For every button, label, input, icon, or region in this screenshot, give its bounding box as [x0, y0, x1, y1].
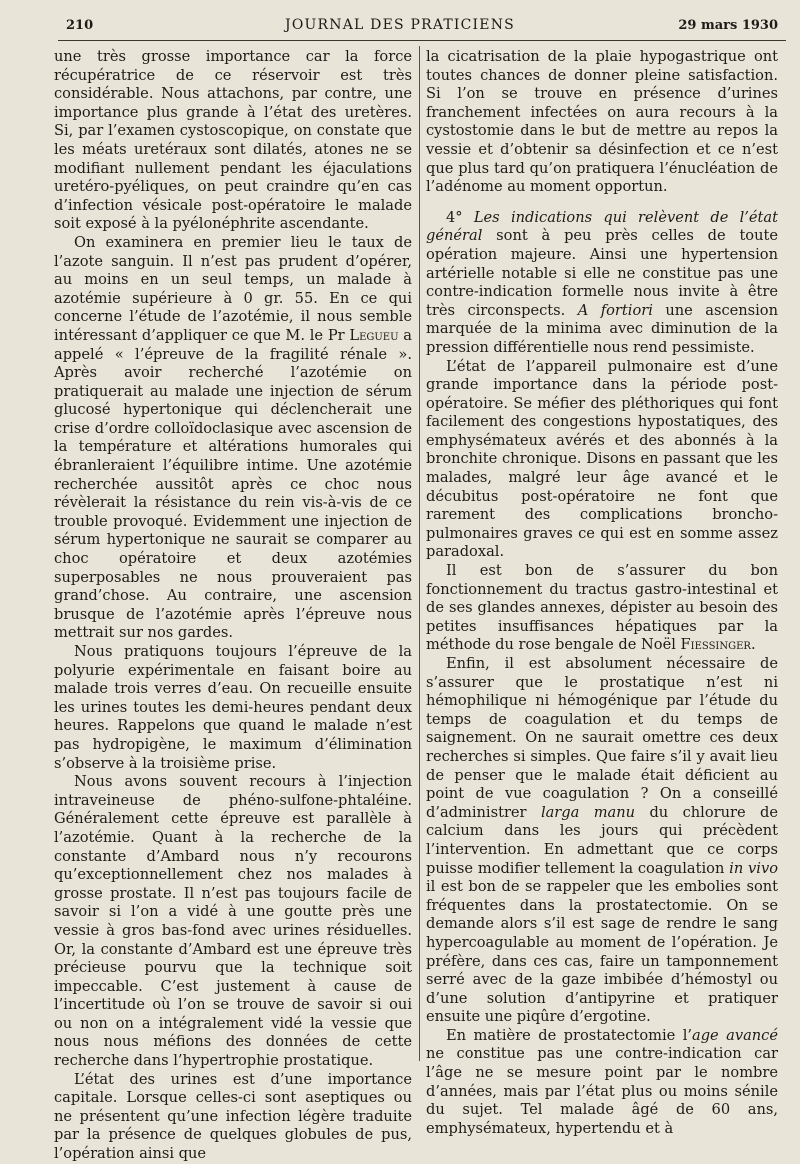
left-column: [54, 48, 412, 1164]
journal-title: JOURNAL DES PRATICIENS: [285, 17, 515, 33]
section-heading: Les indications qui relèvent de l’état général: [426, 208, 778, 245]
page-number: 210: [66, 18, 94, 33]
author-name: Fiessinger: [680, 636, 751, 654]
paragraph: Enfin, il est absolument nécessaire de s’assurer que le prostatique n’est ni hémophilique ni hémogénique par l’étude du temps de coagulation et du temps de saignement. On ne saurait omettre ces deux recherches si simples. Que faire s’il y avait lieu de penser que le malade était déficient au point de vue coagulation ? On a conseillé d’administrer larga manu du chlorure de calcium dans les jours qui précèdent l’intervention. En admettant que ce corps puisse modifier tellement la coagulation in vivo il est bon de se rappeler que les embolies sont fréquentes dans la prostatectomie. On se demande alors s’il est sage de rendre le sang hypercoagulable au moment de l’opération. Je préfère, dans ces cas, faire un tamponnement serré avec de la gaze imbibée d’hémostyl ou d’une solution d’antipyrine et pratiquer ensuite une piqûre d’ergotine.: [426, 655, 778, 1026]
paragraph: la cicatrisation de la plaie hypogastrique ont toutes chances de donner pleine satisfaction. Si l’on se trouve en présence d’urines franchement infectées on aura recours à la cystostomie dans le but de mettre au repos la vessie et d’obtenir sa désinfection et ce n’est que plus tard qu’on pratiquera l’énucléation de l’adénome au moment opportun.: [426, 48, 778, 196]
paragraph: Il est bon de s’assurer du bon fonctionnement du tractus gastro-intestinal et de ses glandes annexes, dépister au besoin des petites insuffisances hépatiques par la méthode du rose bengale de Noël Fiessinger.: [426, 562, 778, 654]
right-column: [426, 48, 778, 1138]
paragraph: une très grosse importance car la force récupératrice de ce réservoir est très considérable. Nous attachons, par contre, une importance plus grande à l’état des uretères. Si, par l’examen cystoscopique, on constate que les méats uretéraux sont dilatés, atones ne se modifiant nullement pendant les éjaculations uretéro-pyéliques, on peut craindre qu’en cas d’infection vésicale post-opératoire le malade soit exposé à la pyélonéphrite ascendante.: [54, 48, 412, 233]
paragraph: On examinera en premier lieu le taux de l’azote sanguin. Il n’est pas prudent d’opérer, au moins en un seul temps, un malade à azotémie supérieure à 0 gr. 55. En ce qui concerne l’étude de l’azotémie, il nous semble intéressant d’appliquer ce que M. le Pr Legueu a appelé « l’épreuve de la fragilité rénale ». Après avoir recherché l’azotémie on pratiquerait au malade une injection de sérum glucosé hypertonique qui déclencherait une crise d’ordre colloïdoclasique avec ascension de la température et altérations humorales qui ébranleraient l’équilibre intime. Une azotémie recherchée aussitôt après ce choc nous révèlerait la résistance du rein vis-à-vis de ce trouble provoqué. Evidemment une injection de sérum hypertonique ne saurait se comparer au choc opératoire et deux azotémies superposables ne nous prouveraient pas grand’chose. Au contraire, une ascension brusque de l’azotémie après l’épreuve nous mettrait sur nos gardes.: [54, 233, 412, 642]
paragraph: En matière de prostatectomie l’age avancé ne constitue pas une contre-indication car l’âge ne se mesure point par le nombre d’années, mais par l’état plus ou moins sénile du sujet. Tel malade âgé de 60 ans, emphysémateux, hypertendu et à: [426, 1026, 778, 1137]
column-divider: [419, 46, 420, 1061]
paragraph: L’état de l’appareil pulmonaire est d’une grande importance dans la période post-opératoire. Se méfier des pléthoriques qui font facilement des congestions hypostatiques, des emphysémateux avérés et des abonnés à la bronchite chronique. Disons en passant que les malades, malgré leur âge avancé et le décubitus post-opératoire ne font que rarement des complications broncho-pulmonaires graves ce qui est en somme assez paradoxal.: [426, 357, 778, 561]
running-header: [0, 0, 800, 38]
paragraph: Nous pratiquons toujours l’épreuve de la polyurie expérimentale en faisant boire au malade trois verres d’eau. On recueille ensuite les urines toutes les demi-heures pendant deux heures. Rappelons que quand le malade n’est pas hydropigène, le maximum d’élimination s’observe à la troisième prise.: [54, 643, 412, 772]
paragraph: Nous avons souvent recours à l’injection intraveineuse de phéno-sulfone-phtaléine. Généralement cette épreuve est parallèle à l’azotémie. Quant à la recherche de la constante d’Ambard nous n’y recourons qu’exceptionnellement chez nos malades à grosse prostate. Il n’est pas toujours facile de savoir si l’on a vidé à une goutte près une vessie à gros bas-fond avec urines résiduelles. Or, la constante d’Ambard est une épreuve très précieuse pourvu que la technique soit impeccable. C’est justement à cause de l’incertitude où l’on se trouve de savoir si oui ou non on a intégralement vidé la vessie que nous nous méfions des données de cette recherche dans l’hypertrophie prostatique.: [54, 773, 412, 1070]
header-rule: [58, 40, 786, 41]
paragraph: L’état des urines est d’une importance capitale. Lorsque celles-ci sont aseptiques ou ne présentent qu’une infection légère traduite par la présence de quelques globules de pus, l’opération ainsi que: [54, 1070, 412, 1163]
paragraph: 4° Les indications qui relèvent de l’état général sont à peu près celles de toute opération majeure. Ainsi une hypertension artérielle notable si elle ne constitue pas une contre-indication formelle nous invite à être très circonspects. A fortiori une ascension marquée de la minima avec diminution de la pression différentielle nous rend pessimiste.: [426, 208, 778, 356]
issue-date: 29 mars 1930: [678, 18, 778, 33]
author-name: Legueu: [349, 326, 399, 344]
